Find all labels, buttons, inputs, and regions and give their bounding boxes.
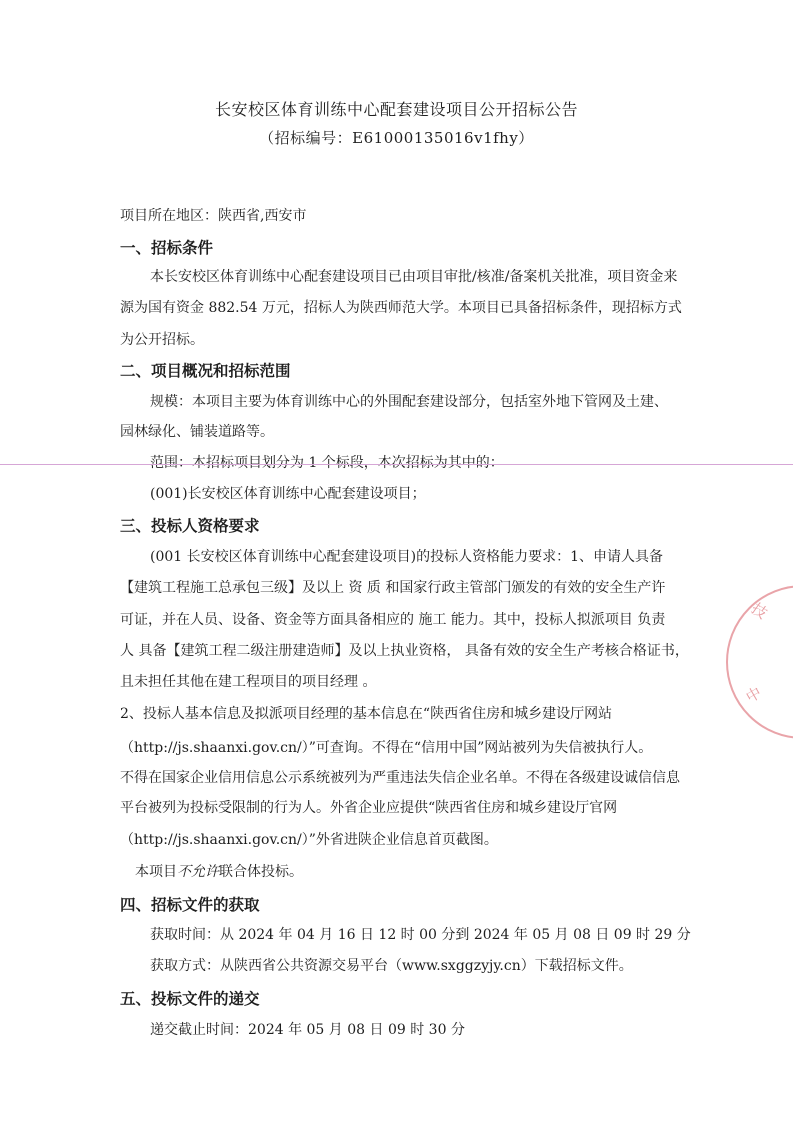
project-region: 项目所在地区：陕西省,西安市 [120, 208, 307, 224]
paragraph-line: 【建筑工程施工总承包三级】及以上 资 质 和国家行政主管部门颁发的有效的安全生产许 [120, 580, 666, 596]
paragraph-line: （http://js.shaanxi.gov.cn/）”外省进陕企业信息首页截图。 [120, 832, 498, 848]
section-heading-1: 一、招标条件 [120, 239, 214, 257]
paragraph-line: 源为国有资金 882.54 万元，招标人为陕西师范大学。本项目已具备招标条件，现招标方式 [120, 300, 682, 316]
section-heading-4: 四、招标文件的获取 [120, 896, 260, 914]
paragraph-line: 园林绿化、铺装道路等。 [120, 424, 274, 440]
paragraph-line: 范围：本招标项目划分为 1 个标段，本次招标为其中的： [150, 455, 504, 471]
paragraph-line: 平台被列为投标受限制的行为人。外省企业应提供“陕西省住房和城乡建设厅官网 [120, 800, 618, 816]
section-heading-2: 二、项目概况和招标范围 [120, 362, 291, 380]
section-heading-5: 五、投标文件的递交 [120, 990, 260, 1008]
margin-rule [0, 464, 793, 465]
paragraph-line: 获取方式：从陕西省公共资源交易平台（www.sxggzyjy.cn）下载招标文件。 [150, 958, 633, 974]
paragraph-line: 获取时间：从 2024 年 04 月 16 日 12 时 00 分到 2024 年 05 月 08 日 09 时 29 分 [150, 927, 691, 943]
consortium-note [135, 861, 303, 881]
section-heading-3: 三、投标人资格要求 [120, 517, 260, 535]
document-title: 长安校区体育训练中心配套建设项目公开招标公告 [214, 100, 578, 119]
consortium-suffix: 联合体投标。 [219, 864, 303, 880]
consortium-prefix: 本项目 [135, 864, 177, 880]
paragraph-line: 规模：本项目主要为体育训练中心的外围配套建设部分，包括室外地下管网及土建、 [150, 394, 668, 410]
paragraph-line: 2、投标人基本信息及拟派项目经理的基本信息在“陕西省住房和城乡建设厅网站 [120, 706, 613, 722]
paragraph-line: 为公开招标。 [120, 332, 204, 348]
paragraph-line: （http://js.shaanxi.gov.cn/）”可查询。不得在“信用中国”网站被列为失信被执行人。 [120, 740, 653, 756]
paragraph-line: 不得在国家企业信用信息公示系统被列为严重违法失信企业名单。不得在各级建设诚信信息 [120, 770, 680, 786]
paragraph-line: 且未担任其他在建工程项目的项目经理 。 [120, 674, 377, 690]
paragraph-line: (001)长安校区体育训练中心配套建设项目； [150, 486, 426, 502]
consortium-emphasis: 不允许 [177, 864, 219, 880]
paragraph-line: 可证，并在人员、设备、资金等方面具备相应的 施工 能力。其中，投标人拟派项目 负责 [120, 612, 666, 628]
bid-number: （招标编号：E61000135016v1fhy） [259, 129, 534, 147]
seal-text-bottom: 中 [742, 683, 765, 707]
paragraph-line: 人 具备【建筑工程二级注册建造师】及以上执业资格， 具备有效的安全生产考核合格证书， [120, 643, 689, 659]
seal-text-top: 技 [747, 599, 771, 623]
paragraph-line: 本长安校区体育训练中心配套建设项目已由项目审批/核准/备案机关批准，项目资金来 [150, 269, 678, 285]
paragraph-line: 递交截止时间：2024 年 05 月 08 日 09 时 30 分 [150, 1022, 465, 1038]
paragraph-line: (001 长安校区体育训练中心配套建设项目)的投标人资格能力要求：1、申请人具备 [150, 549, 664, 565]
